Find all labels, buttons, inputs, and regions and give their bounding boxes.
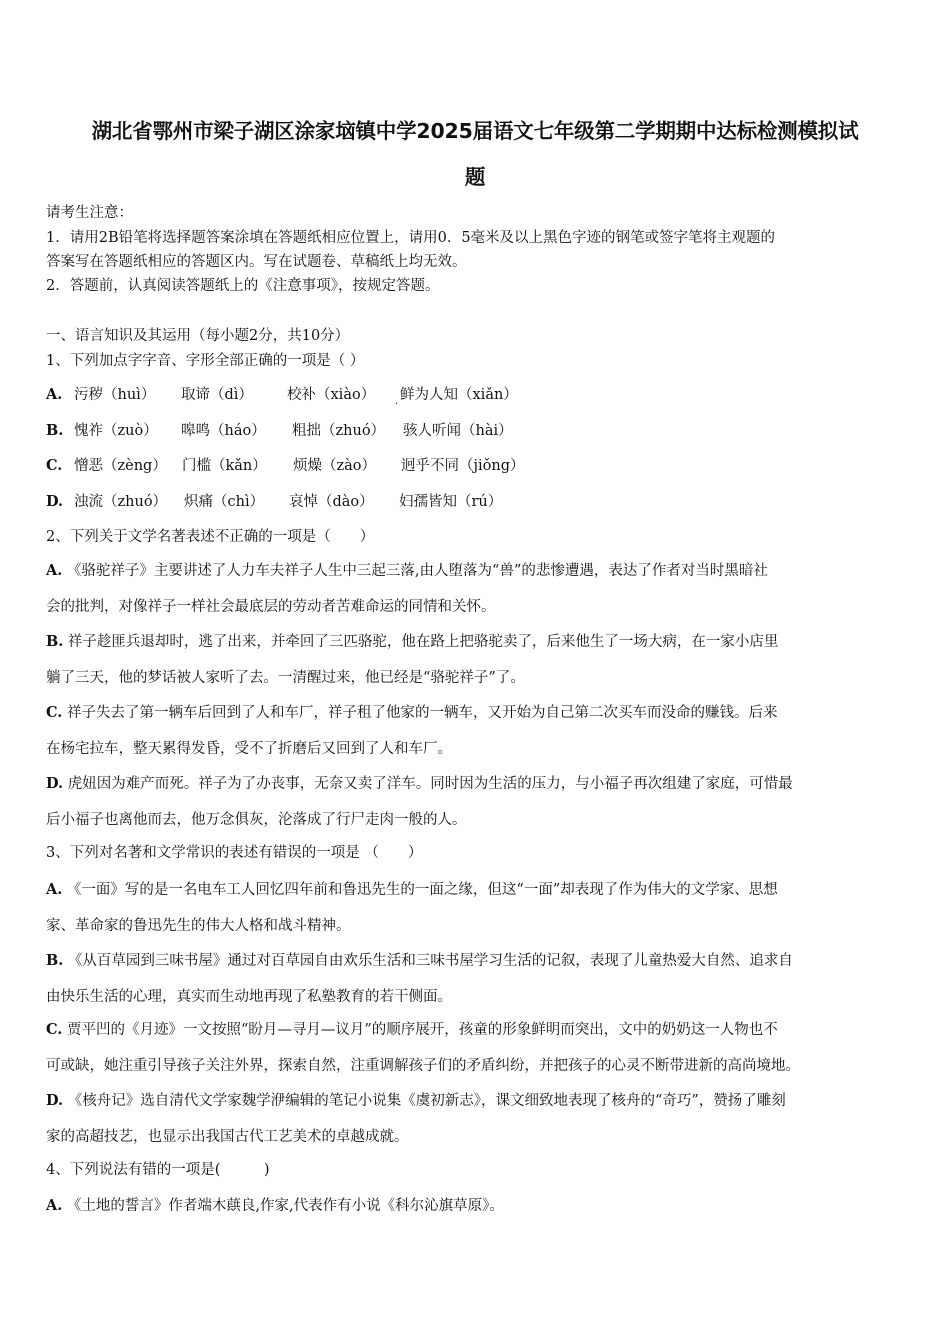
option-text: 祥子趁匪兵退却时，逃了出来，并牵回了三匹骆驼，他在路上把骆驼卖了，后来他生了一场大病，在一家小店里	[67, 634, 779, 650]
option-text: 《从百草园到三味书屋》通过对百草园自由欢乐生活和三味书屋学习生活的记叙，表现了儿童热爱大自然、追求自	[67, 953, 793, 969]
option-text: 贾平凹的《月迹》一文按照“盼月—寻月—议月”的顺序展开，孩童的形象鲜明而突出，文中的奶奶这一人物也不	[66, 1022, 778, 1038]
q3-option-d	[46, 1091, 786, 1111]
q2-option-d	[46, 774, 793, 794]
option-word: 门槛（kǎn）	[182, 458, 267, 474]
option-label: C.	[46, 704, 63, 721]
option-text: 祥子失去了第一辆车后回到了人和车厂，祥子租了他家的一辆车，又开始为自己第二次买车而没命的赚钱。后来	[66, 705, 778, 721]
notice-item-1b: 答案写在答题纸相应的答题区内。写在试题卷、草稿纸上均无效。	[46, 254, 467, 270]
option-word: 污秽（huì）	[74, 387, 156, 403]
option-word: 憎恶（zèng）	[74, 458, 167, 474]
option-label: B.	[46, 952, 64, 969]
option-label: D.	[46, 775, 64, 792]
option-text: 《土地的誓言》作者端木蕻良,作家,代表作有小说《科尔沁旗草原》。	[66, 1198, 504, 1214]
option-word: 校补（xiào）	[287, 387, 376, 403]
option-label: A.	[46, 562, 63, 579]
title-line-1: 湖北省鄂州市梁子湖区涂家垴镇中学2025届语文七年级第二学期期中达标检测模拟试	[91, 119, 859, 143]
q1-option-c	[46, 456, 524, 476]
option-word: 鲜为人知（xiǎn）	[400, 387, 518, 403]
notice-item-2: 2．答题前，认真阅读答题纸上的《注意事项》，按规定答题。	[46, 278, 440, 294]
notice-heading: 请考生注意：	[46, 205, 133, 221]
option-word: 浊流（zhuó）	[74, 494, 168, 510]
option-label: B.	[46, 422, 64, 439]
q4-stem: 4、下列说法有错的一项是( )	[46, 1162, 270, 1178]
section-heading: 一、语言知识及其运用（每小题2分，共10分）	[46, 328, 350, 344]
q1-option-d	[46, 492, 502, 512]
option-text: 虎妞因为难产而死。祥子为了办丧事，无奈又卖了洋车。同时因为生活的压力，与小福子再次组建了家庭，可惜最	[67, 776, 793, 792]
emphasis-dot: ·	[395, 399, 399, 410]
title-line-2: 题	[464, 165, 486, 189]
option-word: 烦燥（zào）	[293, 458, 377, 474]
q2-option-a	[46, 561, 768, 581]
option-word: 炽痛（chì）	[184, 494, 265, 510]
notice-item-1a: 1．请用2B铅笔将选择题答案涂填在答题纸相应位置上，请用0．5毫米及以上黑色字迹的钢笔或签字笔将主观题的	[46, 230, 776, 246]
option-word: 嗥鸣（háo）	[181, 423, 266, 439]
q3-stem: 3、下列对名著和文学常识的表述有错误的一项是 （ ）	[46, 845, 423, 861]
q2-option-b	[46, 632, 778, 652]
q3-option-b-cont: 由快乐生活的心理，真实而生动地再现了私塾教育的若干侧面。	[46, 989, 452, 1005]
q3-option-c-cont: 可或缺，她注重引导孩子关注外界，探索自然，注重调解孩子们的矛盾纠纷，并把孩子的心灵不断带进新的高尚境地。	[46, 1058, 800, 1074]
option-text: 《一面》写的是一名电车工人回忆四年前和鲁迅先生的一面之缘，但这“一面”却表现了作为伟大的文学家、思想	[66, 882, 778, 898]
q4-option-a	[46, 1196, 504, 1216]
option-label: C.	[46, 457, 63, 474]
q3-option-c	[46, 1020, 778, 1040]
option-label: A.	[46, 386, 63, 403]
q2-option-c	[46, 703, 777, 723]
option-word: 粗拙（zhuó）	[292, 423, 386, 439]
q2-option-a-cont: 会的批判，对像祥子一样社会最底层的劳动者苦难命运的同情和关怀。	[46, 599, 496, 615]
option-word: 骇人听闻（hài）	[403, 423, 513, 439]
q1-option-a	[46, 385, 518, 405]
option-label: A.	[46, 1197, 63, 1214]
option-label: D.	[46, 1092, 64, 1109]
q2-option-d-cont: 后小福子也离他而去，他万念俱灰，沦落成了行尸走肉一般的人。	[46, 812, 467, 828]
option-label: B.	[46, 633, 64, 650]
option-word: 取谛（dì）	[181, 387, 253, 403]
q2-option-b-cont: 躺了三天，他的梦话被人家听了去。一清醒过来，他已经是“骆驼祥子”了。	[46, 670, 525, 686]
option-text: 《核舟记》选自清代文学家魏学洢编辑的笔记小说集《虞初新志》，课文细致地表现了核舟的“奇巧”，赞扬了雕刻	[67, 1093, 786, 1109]
q3-option-d-cont: 家的高超技艺，也显示出我国古代工艺美术的卓越成就。	[46, 1129, 409, 1145]
q3-option-a-cont: 家、革命家的鲁迅先生的伟大人格和战斗精神。	[46, 918, 351, 934]
option-label: C.	[46, 1021, 63, 1038]
q3-option-b	[46, 951, 793, 971]
exam-title	[40, 108, 910, 200]
option-text: 《骆驼祥子》主要讲述了人力车夫祥子人生中三起三落,由人堕落为“兽”的悲惨遭遇，表达了作者对当时黑暗社	[66, 563, 768, 579]
option-word: 愧祚（zuò）	[74, 423, 158, 439]
q1-option-b	[46, 421, 513, 441]
q2-stem: 2、下列关于文学名著表述不正确的一项是（ ）	[46, 529, 375, 545]
option-label: D.	[46, 493, 64, 510]
q3-option-a	[46, 880, 778, 900]
option-word: 迥乎不同（jiǒng）	[401, 458, 525, 474]
q1-stem: 1、下列加点字字音、字形全部正确的一项是（ ）	[46, 353, 365, 369]
option-label: A.	[46, 881, 63, 898]
option-word: 哀悼（dào）	[289, 494, 374, 510]
q2-option-c-cont: 在杨宅拉车，整天累得发昏，受不了折磨后又回到了人和车厂。	[46, 741, 452, 757]
option-word: 妇孺皆知（rú）	[399, 494, 503, 510]
